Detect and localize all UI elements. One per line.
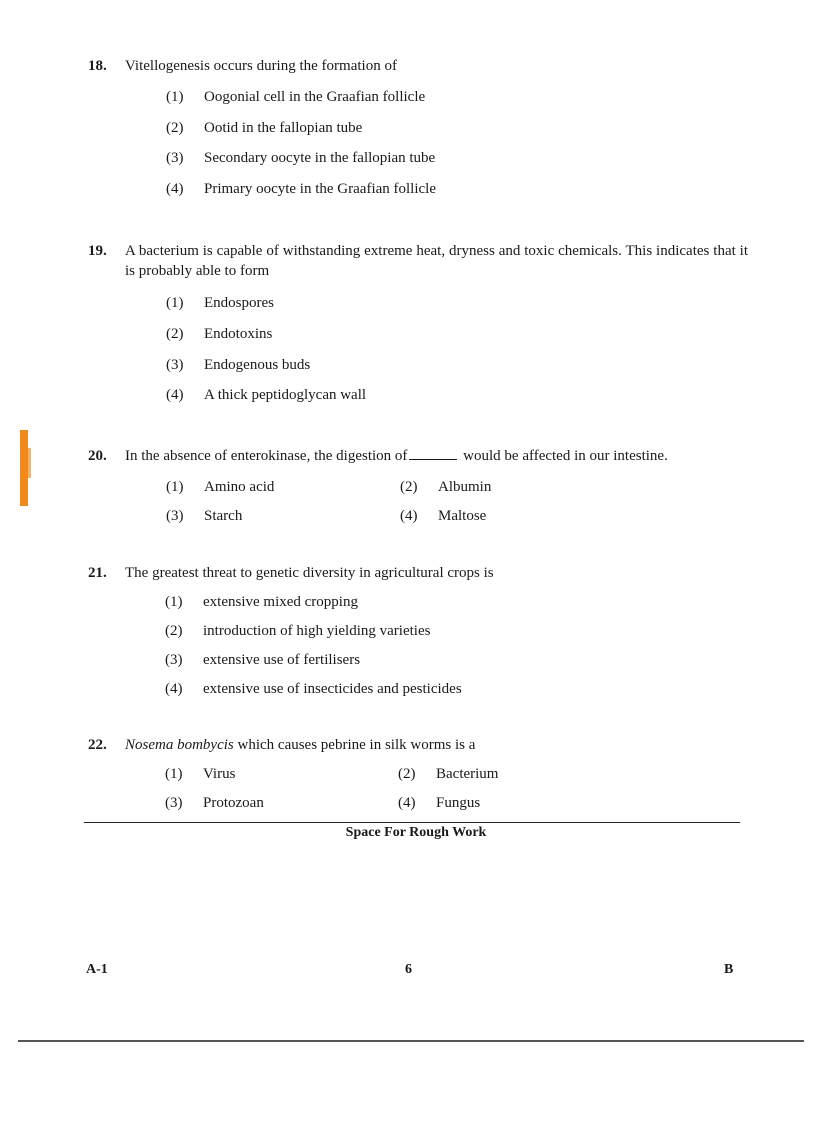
option-18-3[interactable] bbox=[166, 148, 435, 168]
option-number: (4) bbox=[166, 387, 184, 403]
option-18-4[interactable] bbox=[166, 179, 436, 199]
scan-edge-line bbox=[18, 1040, 804, 1042]
option-text: Secondary oocyte in the fallopian tube bbox=[204, 150, 436, 166]
option-text: Endogenous buds bbox=[204, 357, 311, 373]
option-text: Albumin bbox=[438, 479, 492, 495]
option-number: (2) bbox=[400, 479, 418, 495]
option-number: (4) bbox=[165, 681, 183, 697]
question-text: A bacterium is capable of withstanding extreme heat, dryness and toxic chemicals. This indicates that it is probably able to form bbox=[125, 243, 748, 279]
question-text-after: would be affected in our intestine. bbox=[463, 448, 668, 464]
option-19-3[interactable] bbox=[166, 355, 310, 375]
option-text: Virus bbox=[203, 766, 236, 782]
option-21-1[interactable] bbox=[165, 592, 358, 612]
option-number: (4) bbox=[400, 508, 418, 524]
option-21-4[interactable] bbox=[165, 679, 462, 699]
question-text: The greatest threat to genetic diversity in agricultural crops is bbox=[125, 565, 494, 581]
question-text-rest: which causes pebrine in silk worms is a bbox=[233, 737, 476, 753]
option-text: Ootid in the fallopian tube bbox=[204, 120, 363, 136]
option-text: Maltose bbox=[438, 508, 487, 524]
option-text: Endospores bbox=[204, 295, 274, 311]
question-19 bbox=[88, 241, 748, 281]
question-text bbox=[125, 446, 748, 466]
option-20-3[interactable] bbox=[166, 506, 242, 526]
option-22-2[interactable] bbox=[398, 764, 498, 784]
option-number: (4) bbox=[398, 795, 416, 811]
rough-work-label: Space For Rough Work bbox=[345, 825, 487, 840]
option-number: (1) bbox=[166, 89, 184, 105]
option-number: (3) bbox=[166, 357, 184, 373]
question-20 bbox=[88, 446, 748, 466]
option-number: (3) bbox=[166, 508, 184, 524]
option-text: Starch bbox=[204, 508, 243, 524]
option-21-2[interactable] bbox=[165, 621, 430, 641]
option-number: (2) bbox=[398, 766, 416, 782]
option-text: Bacterium bbox=[436, 766, 499, 782]
option-number: (1) bbox=[165, 766, 183, 782]
option-text: extensive use of fertilisers bbox=[203, 652, 361, 668]
footer-series: B bbox=[724, 962, 734, 977]
option-21-3[interactable] bbox=[165, 650, 360, 670]
footer-code: A-1 bbox=[86, 962, 108, 977]
option-18-1[interactable] bbox=[166, 87, 425, 107]
option-20-2[interactable] bbox=[400, 477, 491, 497]
option-20-1[interactable] bbox=[166, 477, 274, 497]
option-number: (1) bbox=[166, 479, 184, 495]
question-22 bbox=[88, 735, 748, 755]
option-text: Amino acid bbox=[204, 479, 275, 495]
option-22-4[interactable] bbox=[398, 793, 480, 813]
species-name: Nosema bombycis bbox=[125, 737, 234, 753]
option-text: Protozoan bbox=[203, 795, 264, 811]
orange-margin-mark bbox=[20, 430, 28, 506]
option-19-4[interactable] bbox=[166, 385, 366, 405]
option-22-1[interactable] bbox=[165, 764, 235, 784]
option-20-4[interactable] bbox=[400, 506, 486, 526]
option-19-1[interactable] bbox=[166, 293, 274, 313]
question-text bbox=[125, 735, 748, 755]
question-21 bbox=[88, 563, 748, 583]
option-text: Endotoxins bbox=[204, 326, 273, 342]
question-text-before: In the absence of enterokinase, the digestion of bbox=[125, 448, 408, 464]
option-text: extensive mixed cropping bbox=[203, 594, 358, 610]
option-number: (2) bbox=[165, 623, 183, 639]
option-number: (1) bbox=[165, 594, 183, 610]
option-number: (4) bbox=[166, 181, 184, 197]
option-text: introduction of high yielding varieties bbox=[203, 623, 431, 639]
option-number: (1) bbox=[166, 295, 184, 311]
question-18 bbox=[88, 56, 748, 76]
option-number: (3) bbox=[166, 150, 184, 166]
option-text: Fungus bbox=[436, 795, 481, 811]
option-19-2[interactable] bbox=[166, 324, 272, 344]
rough-work-divider bbox=[84, 822, 740, 823]
option-text: Primary oocyte in the Graafian follicle bbox=[204, 181, 436, 197]
option-22-3[interactable] bbox=[165, 793, 264, 813]
question-number: 19. bbox=[88, 243, 107, 259]
option-18-2[interactable] bbox=[166, 118, 362, 138]
question-number: 22. bbox=[88, 737, 107, 753]
option-number: (2) bbox=[166, 120, 184, 136]
option-text: Oogonial cell in the Graafian follicle bbox=[204, 89, 426, 105]
option-number: (3) bbox=[165, 652, 183, 668]
question-number: 18. bbox=[88, 58, 107, 74]
question-number: 20. bbox=[88, 448, 107, 464]
option-number: (3) bbox=[165, 795, 183, 811]
question-number: 21. bbox=[88, 565, 107, 581]
answer-blank bbox=[409, 446, 457, 460]
question-text: Vitellogenesis occurs during the formation of bbox=[125, 58, 397, 74]
orange-margin-tick bbox=[28, 448, 31, 478]
option-number: (2) bbox=[166, 326, 184, 342]
page-number: 6 bbox=[405, 962, 412, 977]
option-text: extensive use of insecticides and pesticides bbox=[203, 681, 462, 697]
option-text: A thick peptidoglycan wall bbox=[204, 387, 367, 403]
